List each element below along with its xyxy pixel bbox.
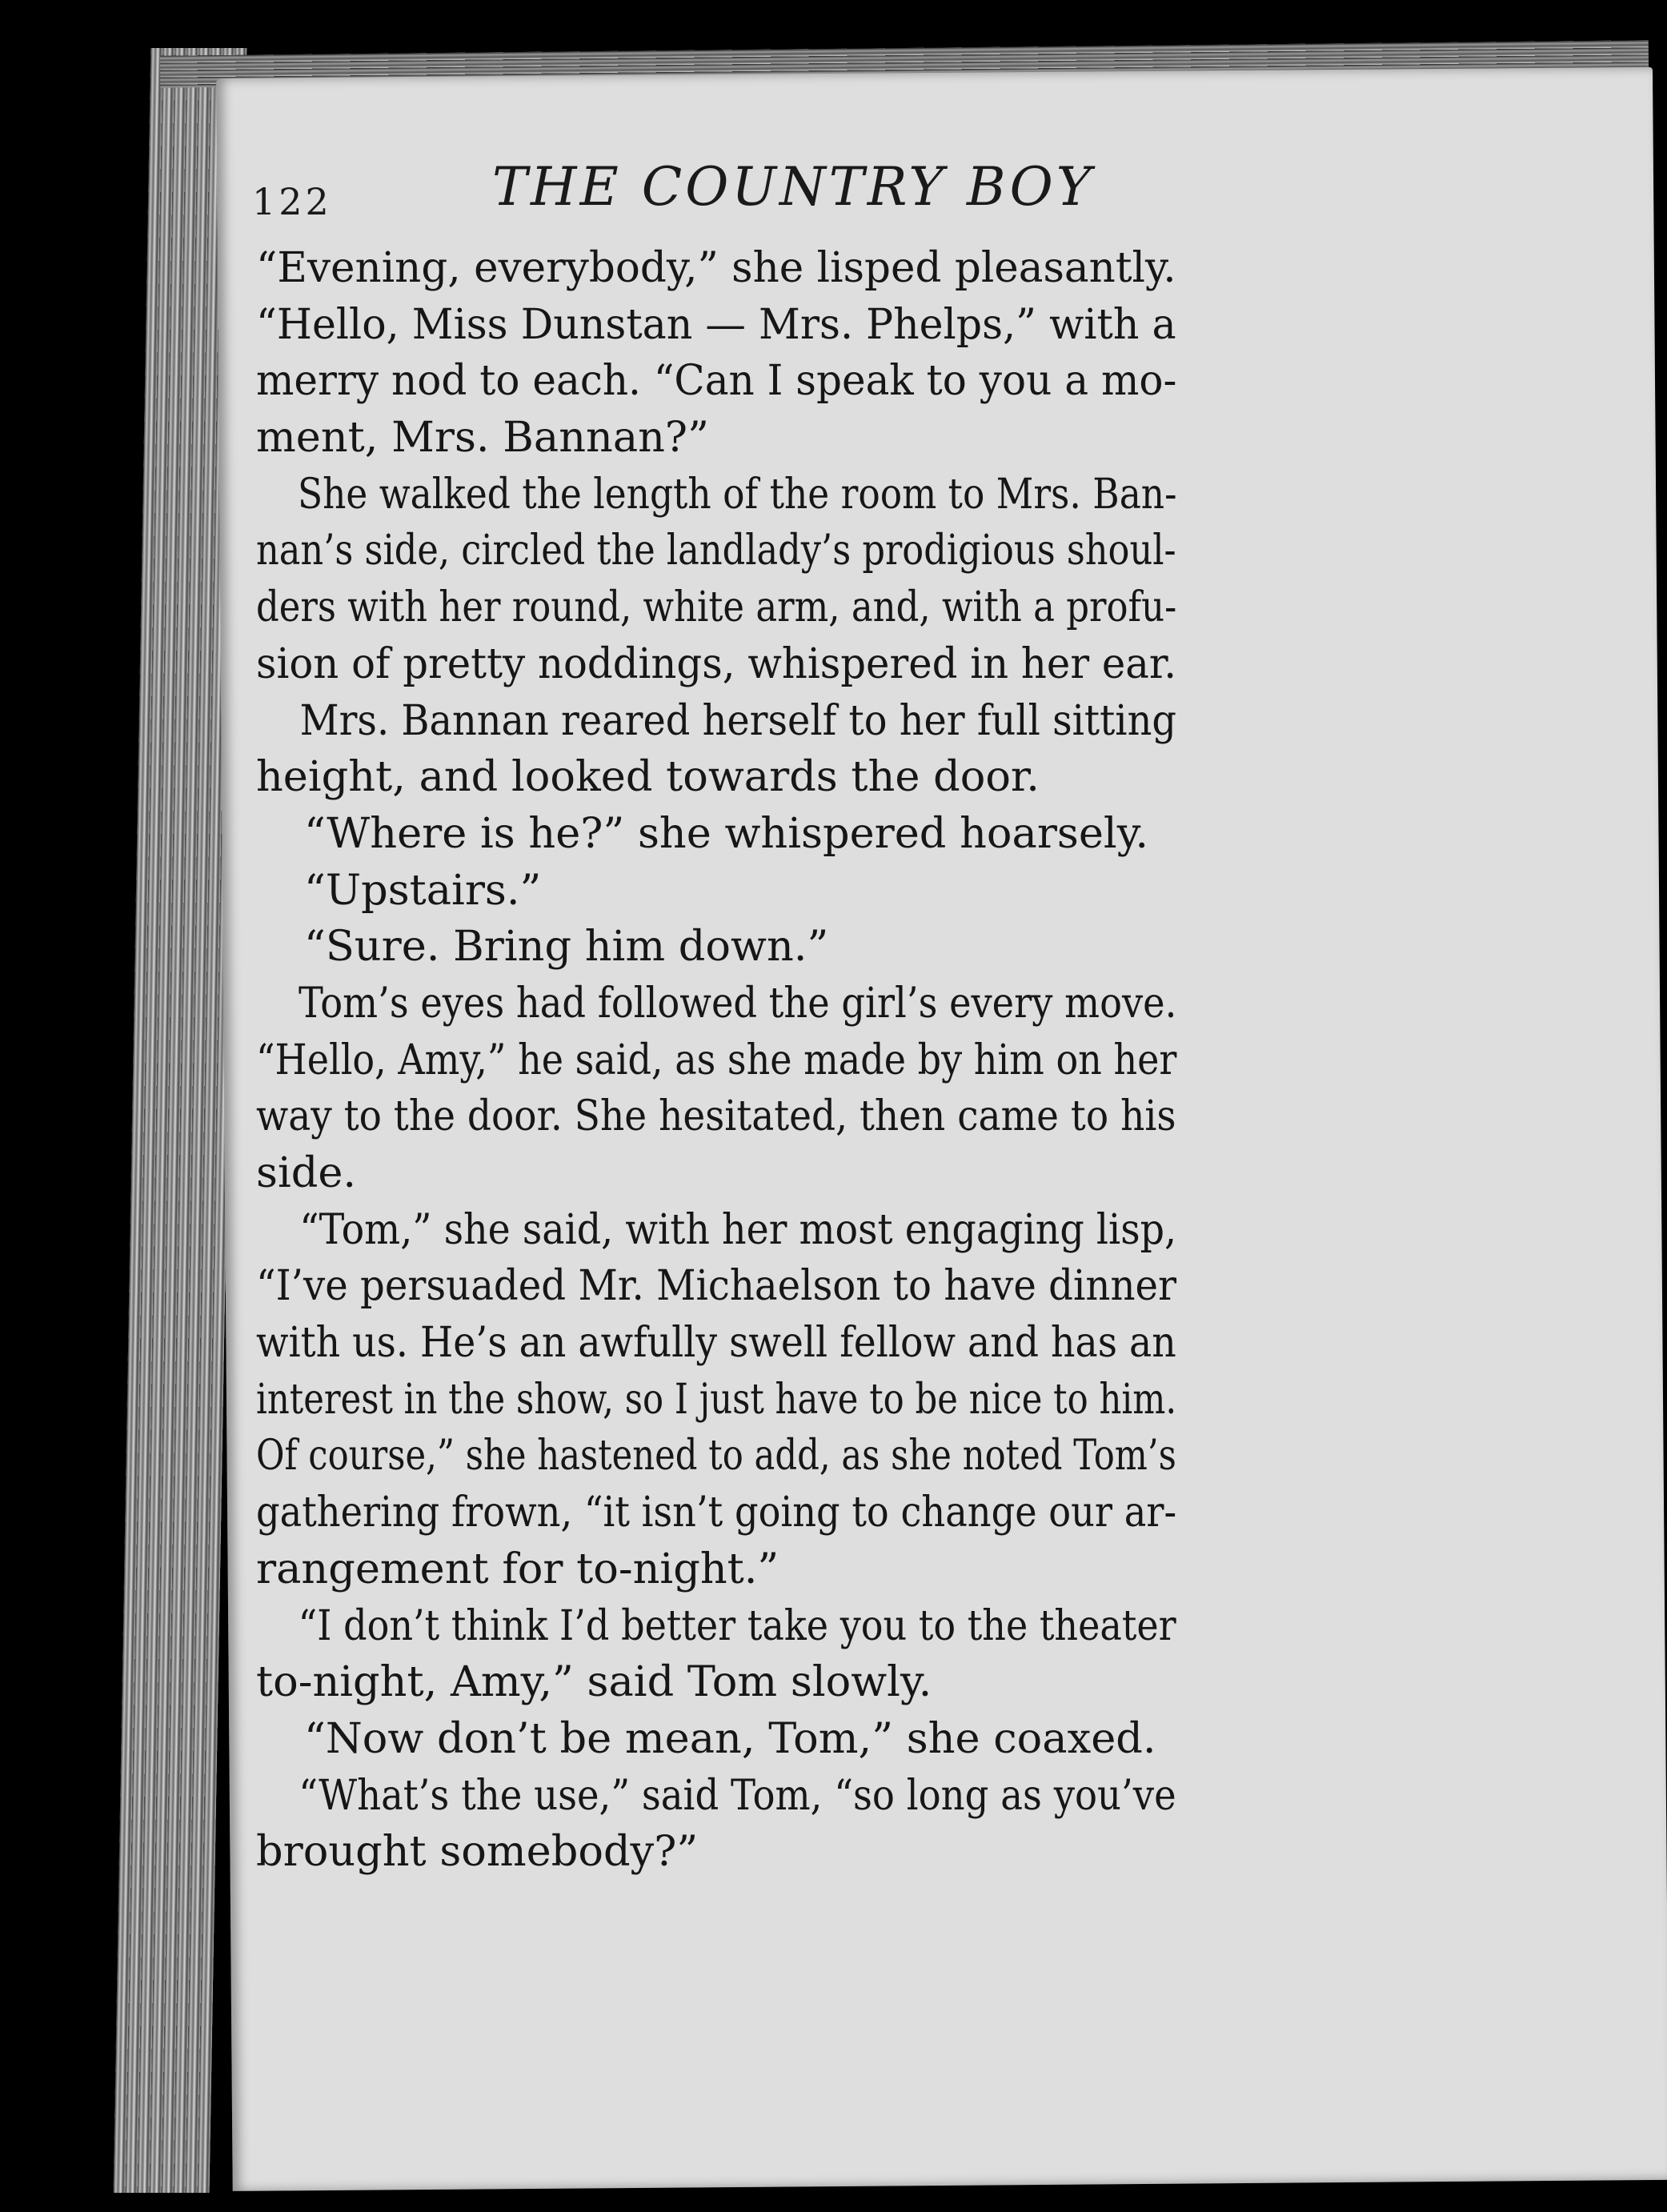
text-line: “I don’t think I’d better take you to the theater bbox=[298, 1601, 1176, 1650]
text-line: “Evening, everybody,” she lisped pleasantly. bbox=[256, 243, 1176, 292]
page-header bbox=[252, 156, 1292, 244]
text-line: with us. He’s an awfully swell fellow and has an bbox=[256, 1318, 1176, 1368]
running-head: THE COUNTRY BOY bbox=[492, 156, 1095, 218]
text-line: side. bbox=[256, 1148, 357, 1197]
text-line: “Upstairs.” bbox=[304, 865, 542, 915]
text-line: “What’s the use,” said Tom, “so long as you’ve bbox=[299, 1770, 1176, 1820]
text-line: “Tom,” she said, with her most engaging lisp, bbox=[299, 1204, 1177, 1254]
text-line: to-night, Amy,” said Tom slowly. bbox=[256, 1657, 932, 1707]
text-line: “Sure. Bring him down.” bbox=[304, 922, 829, 972]
text-line: Tom’s eyes had followed the girl’s every move. bbox=[298, 978, 1177, 1028]
text-line: She walked the length of the room to Mrs. Ban- bbox=[297, 469, 1177, 519]
text-line: gathering frown, “it isn’t going to change our ar- bbox=[256, 1488, 1177, 1537]
text-line: ment, Mrs. Bannan?” bbox=[256, 413, 709, 463]
text-line: interest in the show, so I just have to be nice to him. bbox=[256, 1374, 1177, 1424]
text-line: way to the door. She hesitated, then came to his bbox=[256, 1092, 1176, 1141]
text-line: rangement for to-night.” bbox=[256, 1544, 779, 1593]
text-line: Of course,” she hastened to add, as she noted Tom’s bbox=[256, 1431, 1176, 1481]
body-text bbox=[256, 240, 1176, 1881]
text-line: ders with her round, white arm, and, with a profu- bbox=[256, 583, 1177, 632]
text-line: nan’s side, circled the landlady’s prodigious shoul- bbox=[256, 526, 1176, 575]
text-line: Mrs. Bannan reared herself to her full sitting bbox=[299, 695, 1176, 745]
text-line: “Hello, Miss Dunstan — Mrs. Phelps,” with a bbox=[256, 299, 1176, 349]
text-line: “Where is he?” she whispered hoarsely. bbox=[304, 808, 1149, 858]
page-number: 122 bbox=[252, 180, 332, 223]
text-line: sion of pretty noddings, whispered in her ear. bbox=[256, 639, 1177, 688]
text-line: “Now don’t be mean, Tom,” she coaxed. bbox=[304, 1713, 1156, 1763]
text-line: brought somebody?” bbox=[256, 1827, 699, 1877]
text-line: merry nod to each. “Can I speak to you a mo- bbox=[256, 356, 1177, 406]
text-line: “I’ve persuaded Mr. Michaelson to have dinner bbox=[256, 1261, 1177, 1311]
text-line: “Hello, Amy,” he said, as she made by him on her bbox=[256, 1035, 1177, 1084]
text-line: height, and looked towards the door. bbox=[256, 752, 1040, 802]
